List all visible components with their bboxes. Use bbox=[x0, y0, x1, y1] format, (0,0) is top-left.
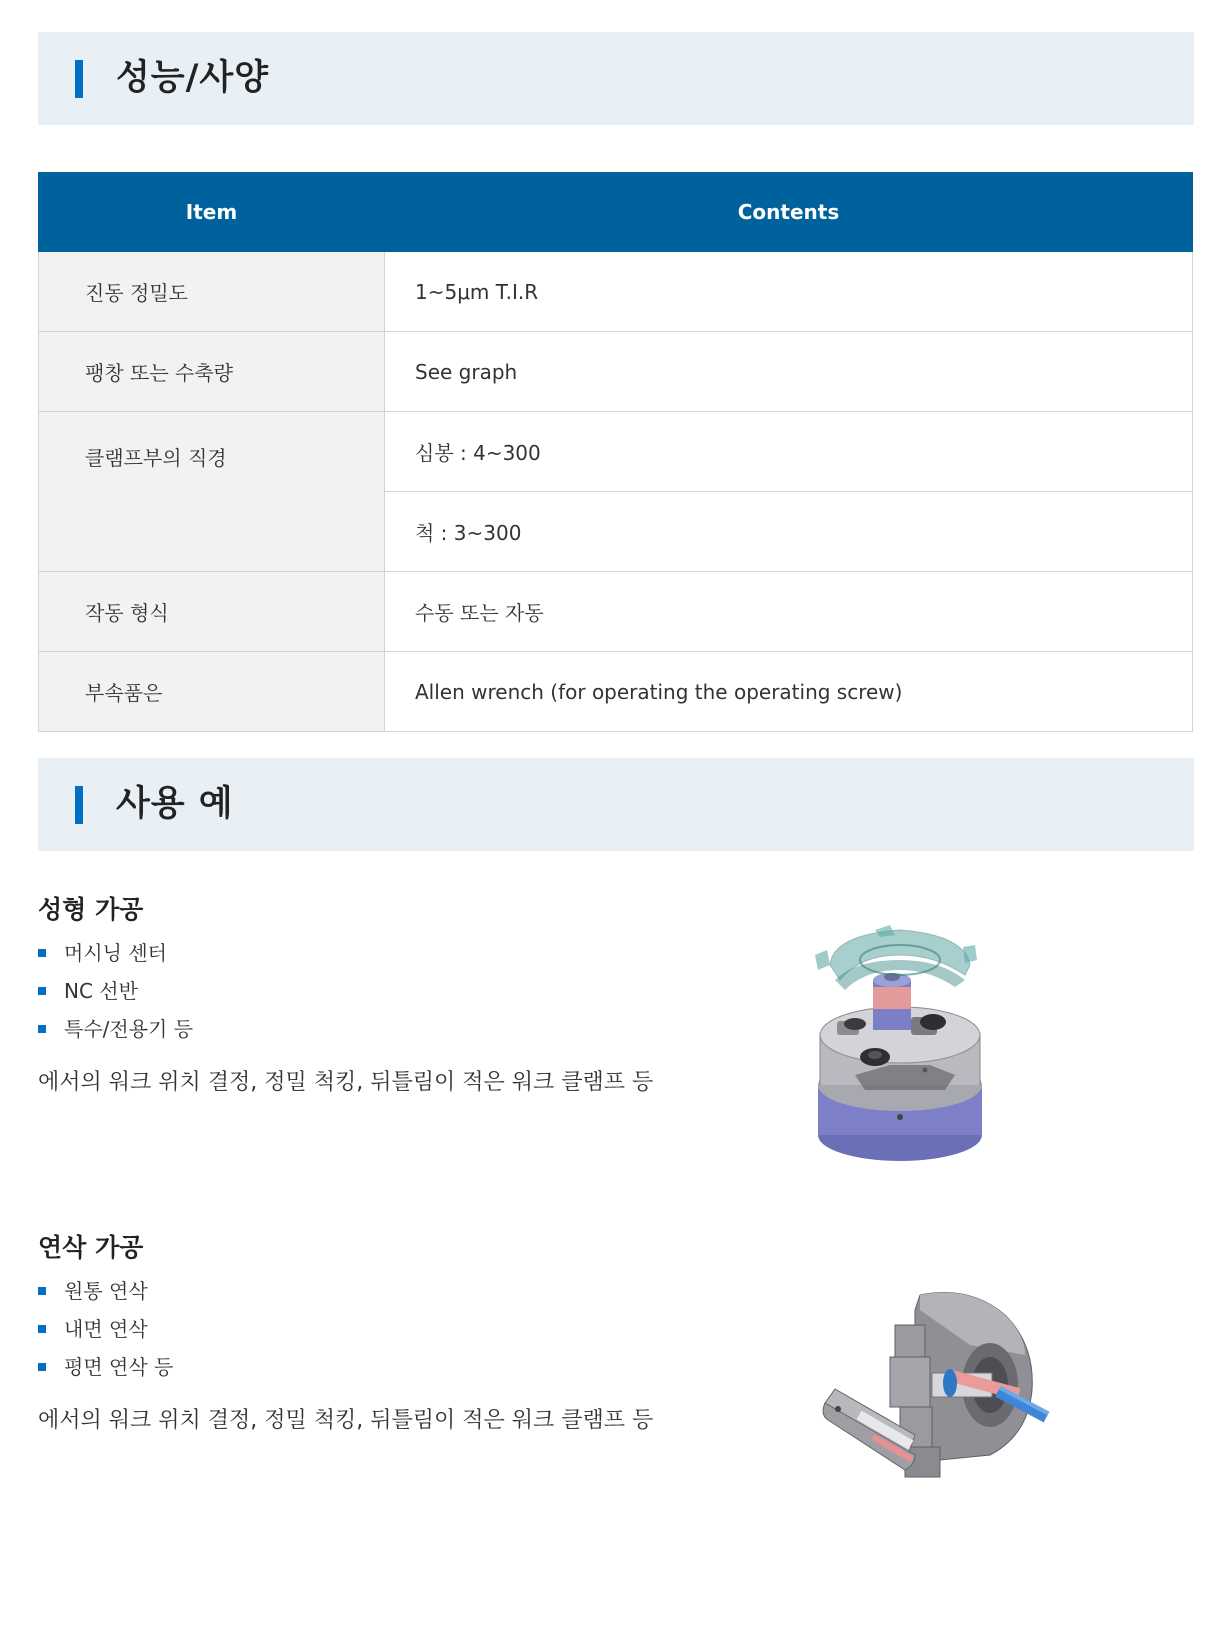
list-item: 특수/전용기 등 bbox=[38, 1010, 758, 1048]
section-accent-bar bbox=[75, 60, 83, 98]
row-content: 1~5μm T.I.R bbox=[385, 252, 1193, 332]
row-item: 부속품은 bbox=[39, 652, 385, 732]
bullet-icon bbox=[38, 1363, 46, 1371]
row-content: Allen wrench (for operating the operating screw) bbox=[385, 652, 1193, 732]
bullet-icon bbox=[38, 1025, 46, 1033]
spec-section-header bbox=[38, 32, 1194, 125]
row-content: 수동 또는 자동 bbox=[385, 572, 1193, 652]
row-content: 척 : 3~300 bbox=[385, 492, 1193, 572]
usage-example-forming bbox=[38, 894, 758, 1098]
row-content: See graph bbox=[385, 332, 1193, 412]
bullet-icon bbox=[38, 1325, 46, 1333]
row-item: 팽창 또는 수축량 bbox=[39, 332, 385, 412]
usage-example-grinding bbox=[38, 1232, 758, 1436]
spec-table bbox=[38, 172, 1193, 732]
spec-section-title: 성능/사양 bbox=[116, 58, 270, 98]
bullet-icon bbox=[38, 987, 46, 995]
section-accent-bar bbox=[75, 786, 83, 824]
usage-description: 에서의 워크 위치 결정, 정밀 척킹, 뒤틀림이 적은 워크 클램프 등 bbox=[38, 1408, 654, 1433]
arbor-cutaway-illustration bbox=[820, 1285, 1070, 1505]
table-row bbox=[39, 332, 1193, 412]
usage-heading: 연삭 가공 bbox=[38, 1233, 144, 1262]
header-contents: Contents bbox=[385, 173, 1193, 252]
table-row bbox=[39, 252, 1193, 332]
list-item: 원통 연삭 bbox=[38, 1272, 758, 1310]
list-item: 내면 연삭 bbox=[38, 1310, 758, 1348]
table-row bbox=[39, 652, 1193, 732]
usage-description: 에서의 워크 위치 결정, 정밀 척킹, 뒤틀림이 적은 워크 클램프 등 bbox=[38, 1070, 654, 1095]
list-item: NC 선반 bbox=[38, 972, 758, 1010]
list-item: 평면 연삭 등 bbox=[38, 1348, 758, 1386]
usage-list bbox=[38, 934, 758, 1048]
usage-heading: 성형 가공 bbox=[38, 895, 144, 924]
table-row bbox=[39, 412, 1193, 492]
usage-section-header bbox=[38, 758, 1194, 851]
usage-list bbox=[38, 1272, 758, 1386]
table-header-row bbox=[39, 173, 1193, 252]
bullet-icon bbox=[38, 949, 46, 957]
usage-section-title: 사용 예 bbox=[116, 784, 234, 824]
table-row bbox=[39, 572, 1193, 652]
row-item: 작동 형식 bbox=[39, 572, 385, 652]
clamping-fixture-illustration bbox=[815, 925, 985, 1165]
bullet-icon bbox=[38, 1287, 46, 1295]
header-item: Item bbox=[39, 173, 385, 252]
row-content: 심봉 : 4~300 bbox=[385, 412, 1193, 492]
row-item: 진동 정밀도 bbox=[39, 252, 385, 332]
list-item: 머시닝 센터 bbox=[38, 934, 758, 972]
row-item: 클램프부의 직경 bbox=[39, 412, 385, 572]
